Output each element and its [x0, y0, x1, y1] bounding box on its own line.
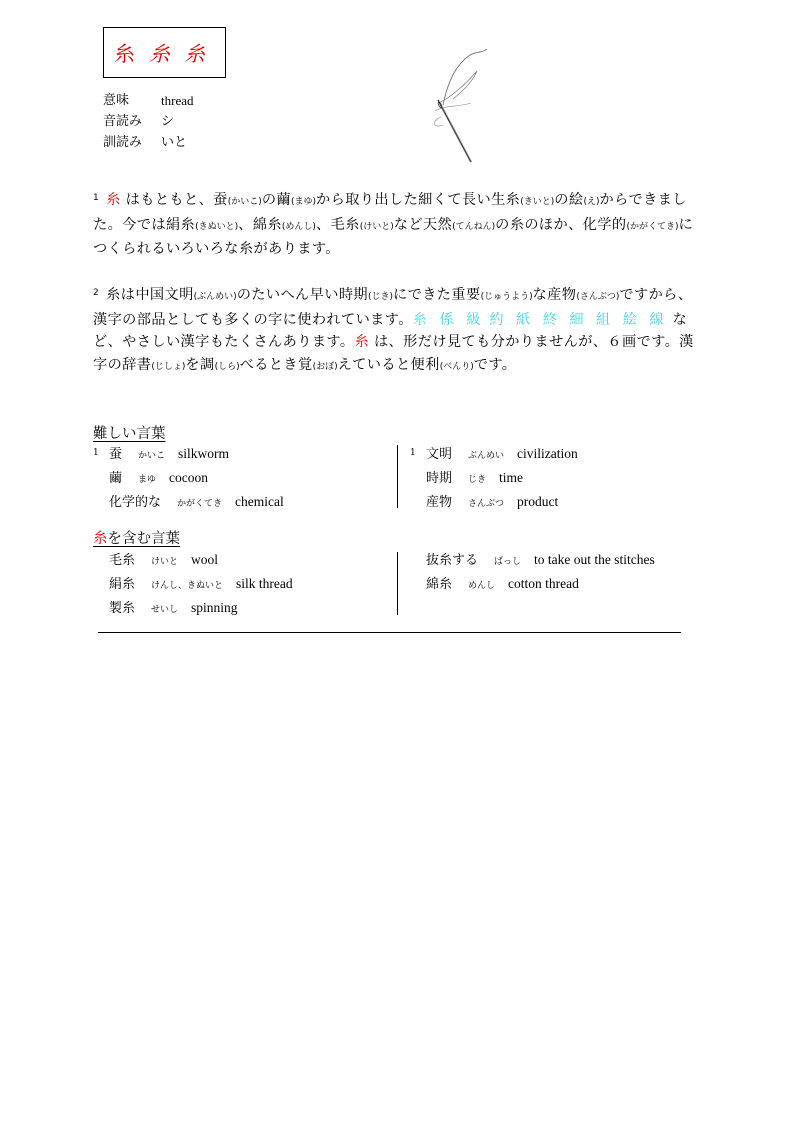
reading: (しら): [214, 361, 240, 372]
vocab-english: wool: [191, 552, 219, 567]
vocab-reading: せいし: [151, 605, 179, 615]
vocab-english: cocoon: [169, 470, 209, 485]
vocab-reading: めんし: [468, 581, 496, 591]
vocab-row: [93, 573, 293, 597]
reading: (ぶんめい): [193, 292, 237, 302]
paragraph-1: [93, 189, 703, 261]
text: の糸のほか、化学的: [495, 216, 627, 233]
text: な産物: [532, 287, 577, 303]
kanji-ito: 糸: [106, 192, 121, 208]
vocab-english: product: [517, 494, 559, 509]
text: べるとき覚: [239, 356, 313, 373]
paragraph-2: [93, 284, 703, 378]
text: の繭: [261, 192, 291, 208]
difficult-words-title: 難しい言葉: [93, 426, 166, 442]
vocab-row: [410, 573, 655, 597]
reading: (きぬいと): [195, 221, 239, 232]
vocab-reading: かがくてき: [177, 499, 223, 509]
info-row-onyomi: [103, 111, 193, 132]
vocab-english: silkworm: [178, 446, 230, 461]
difficult-words-right: [410, 443, 578, 515]
vocab-row: [93, 443, 284, 467]
reading: (さんぶつ): [576, 292, 620, 302]
info-value: いと: [161, 135, 188, 150]
vocab-reading: かいこ: [138, 451, 166, 461]
vocab-row: [410, 491, 578, 515]
reading: (じき): [368, 292, 394, 302]
vocab-row: [93, 467, 284, 491]
vocab-reading: ぶんめい: [468, 451, 505, 461]
vocab-reading: けいと: [151, 557, 179, 567]
vocab-row: [410, 467, 578, 491]
vocab-num: 1: [410, 448, 416, 458]
reading: (まゆ): [291, 197, 317, 207]
reading: (てんねん): [452, 221, 496, 232]
info-row-meaning: [103, 90, 193, 111]
vocab-word: 産物: [426, 495, 453, 510]
paragraph-number: 1: [93, 193, 100, 203]
vocab-word: 文明: [426, 447, 453, 462]
text: の絵: [554, 192, 584, 208]
text: にできた重要: [393, 287, 481, 303]
info-row-kunyomi: [103, 132, 193, 153]
vocab-english: time: [499, 470, 524, 485]
vocab-word: 化学的な: [109, 495, 162, 510]
vocab-row: [93, 549, 293, 573]
vocab-english: to take out the stitches: [534, 552, 655, 567]
text: は、形だけ見ても分かりませんが、６画です。漢字の辞書: [93, 334, 694, 373]
info-key: 音読み: [103, 114, 143, 129]
vocab-english: spinning: [191, 600, 238, 615]
vocab-word: 繭: [109, 471, 123, 486]
reading: (きいと): [520, 197, 555, 207]
vocab-english: cotton thread: [508, 576, 579, 591]
vocab-num: 1: [93, 448, 99, 458]
compound-words-left: [93, 549, 293, 621]
vocab-word: 時期: [426, 471, 453, 486]
paragraph-number: 2: [93, 288, 100, 298]
text: につくられるいろいろな糸があります。: [93, 216, 694, 257]
reading: (かがくてき): [626, 221, 679, 232]
title-kanji: 糸: [93, 531, 108, 547]
example-kanji-b: 約 紙 終 細 組 絵 線: [489, 311, 668, 328]
vocab-row: [93, 597, 293, 621]
vocab-row: [410, 443, 578, 467]
text: 、綿糸: [238, 216, 282, 233]
title-text: を含む言葉: [107, 531, 180, 547]
reading: (おぼ): [312, 361, 338, 372]
kanji-form-3: 糸: [184, 41, 205, 66]
reading: (けいと): [359, 221, 394, 232]
text: からできました。今では絹糸: [93, 192, 687, 233]
vocab-english: civilization: [517, 446, 578, 461]
kanji-forms-box: [103, 27, 226, 78]
vocab-english: silk thread: [236, 576, 293, 591]
text: はもともと、蚕: [125, 192, 228, 208]
info-value: thread: [161, 93, 194, 108]
vocab-reading: さんぶつ: [468, 499, 505, 509]
text: ですから、漢字の部品としても多くの字に使われています。: [93, 287, 693, 328]
compound-words-title: [93, 527, 180, 548]
text: です。: [473, 356, 517, 373]
text: 、毛糸: [315, 216, 360, 233]
reading: (べんり): [439, 361, 474, 372]
text: から取り出した細くて長い生糸: [316, 192, 521, 208]
vocab-word: 製糸: [109, 601, 136, 616]
bottom-divider: [98, 632, 681, 633]
difficult-words-left: [93, 443, 284, 515]
kanji-ito: 糸: [354, 334, 370, 350]
vocab-word: 蚕: [109, 447, 123, 462]
text: など、やさしい漢字もたくさんあります。: [93, 311, 688, 350]
reading: (え): [583, 197, 600, 207]
example-kanji-a: 糸 係 級: [412, 311, 485, 328]
vocab-word: 抜糸する: [426, 553, 479, 568]
text: を調: [185, 356, 215, 373]
info-key: 訓読み: [103, 135, 143, 150]
text: えていると便利: [337, 356, 440, 373]
vocab-english: chemical: [235, 494, 284, 509]
text: のたいへん早い時期: [236, 287, 368, 303]
info-key: 意味: [103, 93, 130, 108]
vocab-reading: ばっし: [494, 557, 522, 567]
reading: (かいこ): [227, 197, 262, 207]
vocab-word: 絹糸: [109, 577, 136, 592]
vocab-word: 綿糸: [426, 577, 453, 592]
needle-and-thread-icon: [425, 45, 500, 170]
vocab-word: 毛糸: [109, 553, 136, 568]
text: など天然: [393, 216, 453, 233]
info-value: シ: [161, 114, 175, 129]
vocab-reading: まゆ: [138, 475, 157, 485]
vocab-row: [93, 491, 284, 515]
kanji-form-2: 糸: [149, 41, 170, 66]
reading: (じしょ): [151, 361, 186, 372]
text: 糸は中国文明: [106, 287, 194, 303]
kanji-form-1: 糸: [114, 41, 135, 66]
compound-words-right: [410, 549, 655, 597]
kanji-info: [103, 90, 193, 153]
reading: (めんし): [281, 221, 316, 232]
vocab-reading: けんし、きぬいと: [151, 581, 224, 591]
vocab-reading: じき: [468, 475, 487, 485]
vocab-row: [410, 549, 655, 573]
reading: (じゅうよう): [480, 292, 533, 302]
column-divider: [397, 445, 398, 508]
column-divider: [397, 552, 398, 615]
